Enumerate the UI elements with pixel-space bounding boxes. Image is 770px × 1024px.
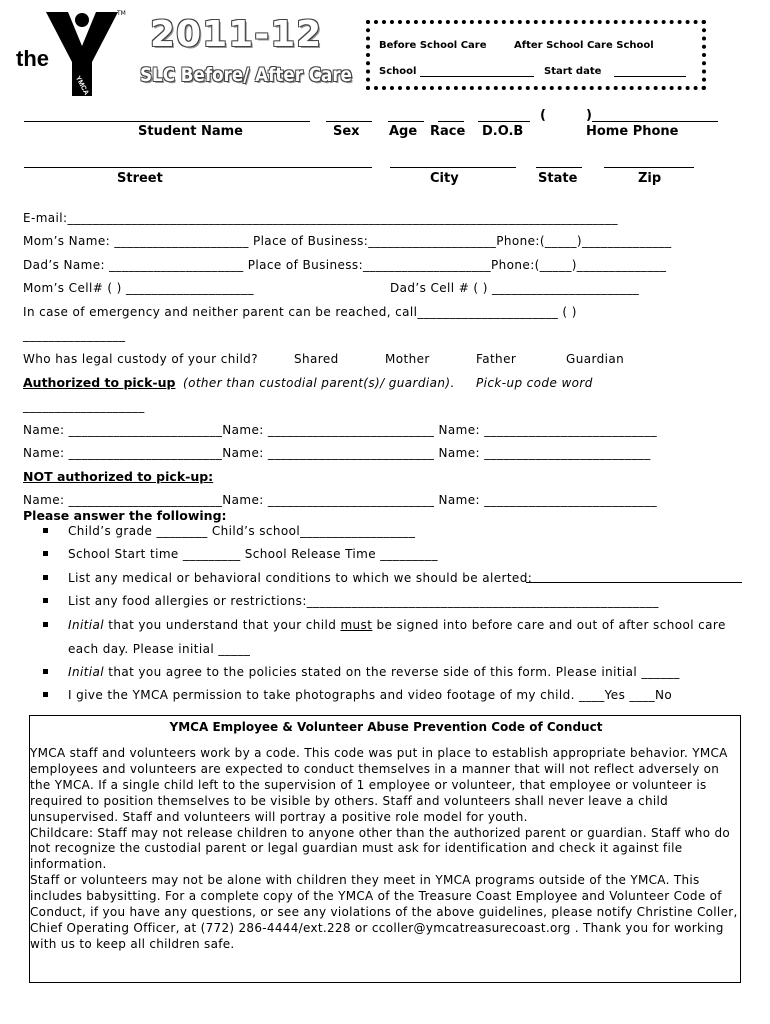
initial-word: Initial bbox=[68, 665, 105, 679]
photo-permission-row[interactable]: I give the YMCA permission to take photographs and video footage of my child. ____Yes ____No bbox=[68, 688, 673, 702]
custody-option-father[interactable]: Father bbox=[476, 352, 517, 366]
sex-field[interactable] bbox=[326, 121, 372, 122]
school-field[interactable] bbox=[420, 76, 534, 77]
policies-text: that you agree to the policies stated on the reverse side of this form. Please initial ______ bbox=[104, 665, 680, 679]
authorized-pickup-note: (other than custodial parent(s)/ guardian). bbox=[183, 376, 455, 390]
code-paragraph-2: Childcare: Staff may not release children to anyone other than the authorized parent or guardian. Staff who do not recognize the custodial parent or legal guardian must ask for identification and check it against file information. bbox=[30, 825, 731, 872]
code-paragraph-3: Staff or volunteers may not be alone with children they meet in YMCA programs outside of the YMCA. This includes babysitting. For a complete copy of the YMCA of the Treasure Coast Employee and Volunteer Code of Conduct, if you have any questions, or see any violations of the above guidelines, please notify Christine Coller, Chief Operating Officer, at (772) 286-4444/ext.228 or ccoller@ymcatreasurecoast.org . Thank you for working with us to keep all children safe. bbox=[30, 873, 738, 951]
authorized-name-row-2[interactable]: Name: ________________________Name: __________________________ Name: __________________________ bbox=[23, 446, 651, 460]
sex-label: Sex bbox=[333, 124, 360, 139]
custody-question: Who has legal custody of your child? bbox=[23, 352, 258, 366]
dad-info-row[interactable]: Dad’s Name: _____________________ Place of Business:____________________Phone:(_____)______________ bbox=[23, 258, 667, 272]
pickup-code-word-label: Pick-up code word bbox=[476, 376, 593, 390]
food-allergies-field[interactable]: List any food allergies or restrictions:_______________________________________________________ bbox=[68, 594, 659, 608]
signed-in-statement bbox=[68, 618, 726, 632]
bullet-icon bbox=[43, 528, 48, 533]
not-authorized-name-row[interactable]: Name: ________________________Name: __________________________ Name: ___________________________ bbox=[23, 493, 657, 507]
signed-in-text-b: be signed into before care and out of after school care bbox=[372, 618, 726, 632]
medical-conditions-field[interactable] bbox=[526, 582, 742, 583]
bullet-icon bbox=[43, 551, 48, 556]
bullet-icon bbox=[43, 622, 48, 627]
code-of-conduct-title: YMCA Employee & Volunteer Abuse Prevention Code of Conduct bbox=[169, 720, 603, 734]
not-authorized-heading: NOT authorized to pick-up: bbox=[23, 469, 214, 484]
custody-option-mother[interactable]: Mother bbox=[385, 352, 430, 366]
custody-option-guardian[interactable]: Guardian bbox=[566, 352, 625, 366]
state-field[interactable] bbox=[536, 167, 582, 168]
logo-ymca-text: YMCA bbox=[73, 75, 90, 97]
bullet-icon bbox=[43, 669, 48, 674]
age-label: Age bbox=[389, 124, 418, 139]
zip-label: Zip bbox=[638, 171, 662, 186]
school-label: School bbox=[379, 66, 417, 77]
email-field[interactable]: E-mail:______________________________________________________________________________________ bbox=[23, 211, 618, 225]
form-subtitle: SLC Before/ After Care bbox=[140, 64, 352, 86]
must-word: must bbox=[340, 618, 373, 632]
school-times-row[interactable]: School Start time _________ School Release Time _________ bbox=[68, 547, 438, 561]
student-name-label: Student Name bbox=[138, 124, 243, 139]
mom-cell-field[interactable]: Mom’s Cell# ( ) ____________________ bbox=[23, 281, 254, 295]
after-school-care-option[interactable]: After School Care School bbox=[514, 40, 654, 51]
bullet-icon bbox=[43, 598, 48, 603]
race-field[interactable] bbox=[438, 121, 464, 122]
zip-field[interactable] bbox=[604, 167, 694, 168]
logo-the-text: the bbox=[16, 46, 49, 71]
logo-trademark: TM bbox=[117, 10, 126, 17]
dob-label: D.O.B bbox=[482, 124, 524, 139]
dob-field[interactable] bbox=[478, 121, 530, 122]
code-of-conduct-text bbox=[30, 746, 740, 953]
emergency-contact-field-cont[interactable]: ________________ bbox=[23, 328, 126, 342]
authorized-pickup-heading: Authorized to pick-up bbox=[23, 375, 176, 390]
child-grade-school-row[interactable]: Child’s grade ________ Child’s school__________________ bbox=[68, 524, 416, 538]
start-date-field[interactable] bbox=[614, 76, 686, 77]
custody-option-shared[interactable]: Shared bbox=[294, 352, 339, 366]
medical-conditions-label: List any medical or behavioral conditions to which we should be alerted: bbox=[68, 571, 533, 585]
signed-in-text-a: that you understand that your child bbox=[104, 618, 341, 632]
program-selection-box bbox=[366, 20, 706, 90]
bullet-icon bbox=[43, 575, 48, 580]
student-name-field[interactable] bbox=[24, 121, 310, 122]
start-date-label: Start date bbox=[544, 66, 602, 77]
pickup-code-word-field[interactable]: ___________________ bbox=[23, 399, 145, 413]
mom-info-row[interactable]: Mom’s Name: _____________________ Place of Business:____________________Phone:(_____)______________ bbox=[23, 234, 672, 248]
before-school-care-option[interactable]: Before School Care bbox=[379, 40, 487, 51]
code-of-conduct-box bbox=[29, 715, 741, 983]
race-label: Race bbox=[430, 124, 466, 139]
phone-open-paren: ( bbox=[540, 108, 546, 123]
home-phone-label: Home Phone bbox=[586, 124, 679, 139]
home-phone-field[interactable] bbox=[592, 121, 718, 122]
state-label: State bbox=[538, 171, 578, 186]
dad-cell-field[interactable]: Dad’s Cell # ( ) _______________________ bbox=[390, 281, 640, 295]
emergency-contact-field[interactable]: In case of emergency and neither parent can be reached, call______________________ ( ) bbox=[23, 305, 577, 319]
authorized-name-row-1[interactable]: Name: ________________________Name: __________________________ Name: ___________________________ bbox=[23, 423, 657, 437]
policies-statement[interactable] bbox=[68, 665, 680, 679]
age-field[interactable] bbox=[388, 121, 424, 122]
city-label: City bbox=[430, 171, 459, 186]
phone-close-paren: ) bbox=[586, 108, 592, 123]
questions-heading: Please answer the following: bbox=[23, 508, 227, 523]
initial-word: Initial bbox=[68, 618, 105, 632]
form-year: 2011-12 bbox=[150, 14, 323, 55]
city-field[interactable] bbox=[390, 167, 516, 168]
code-paragraph-1: YMCA staff and volunteers work by a code. This code was put in place to establish appropriate behavior. YMCA employees and volunteers are expected to conduct themselves in a manner that will not reflect adversely on the YMCA. If a single child left to the supervision of 1 employee or volunteer, that employee or volunteer is required to position themselves to be visible by others. Staff and volunteers shall never leave a child unsupervised. Staff and volunteers will portray a positive role model for youth. bbox=[30, 746, 728, 824]
signed-in-initial-field[interactable]: each day. Please initial _____ bbox=[68, 642, 251, 656]
bullet-icon bbox=[43, 692, 48, 697]
street-label: Street bbox=[117, 171, 163, 186]
street-field[interactable] bbox=[24, 167, 372, 168]
